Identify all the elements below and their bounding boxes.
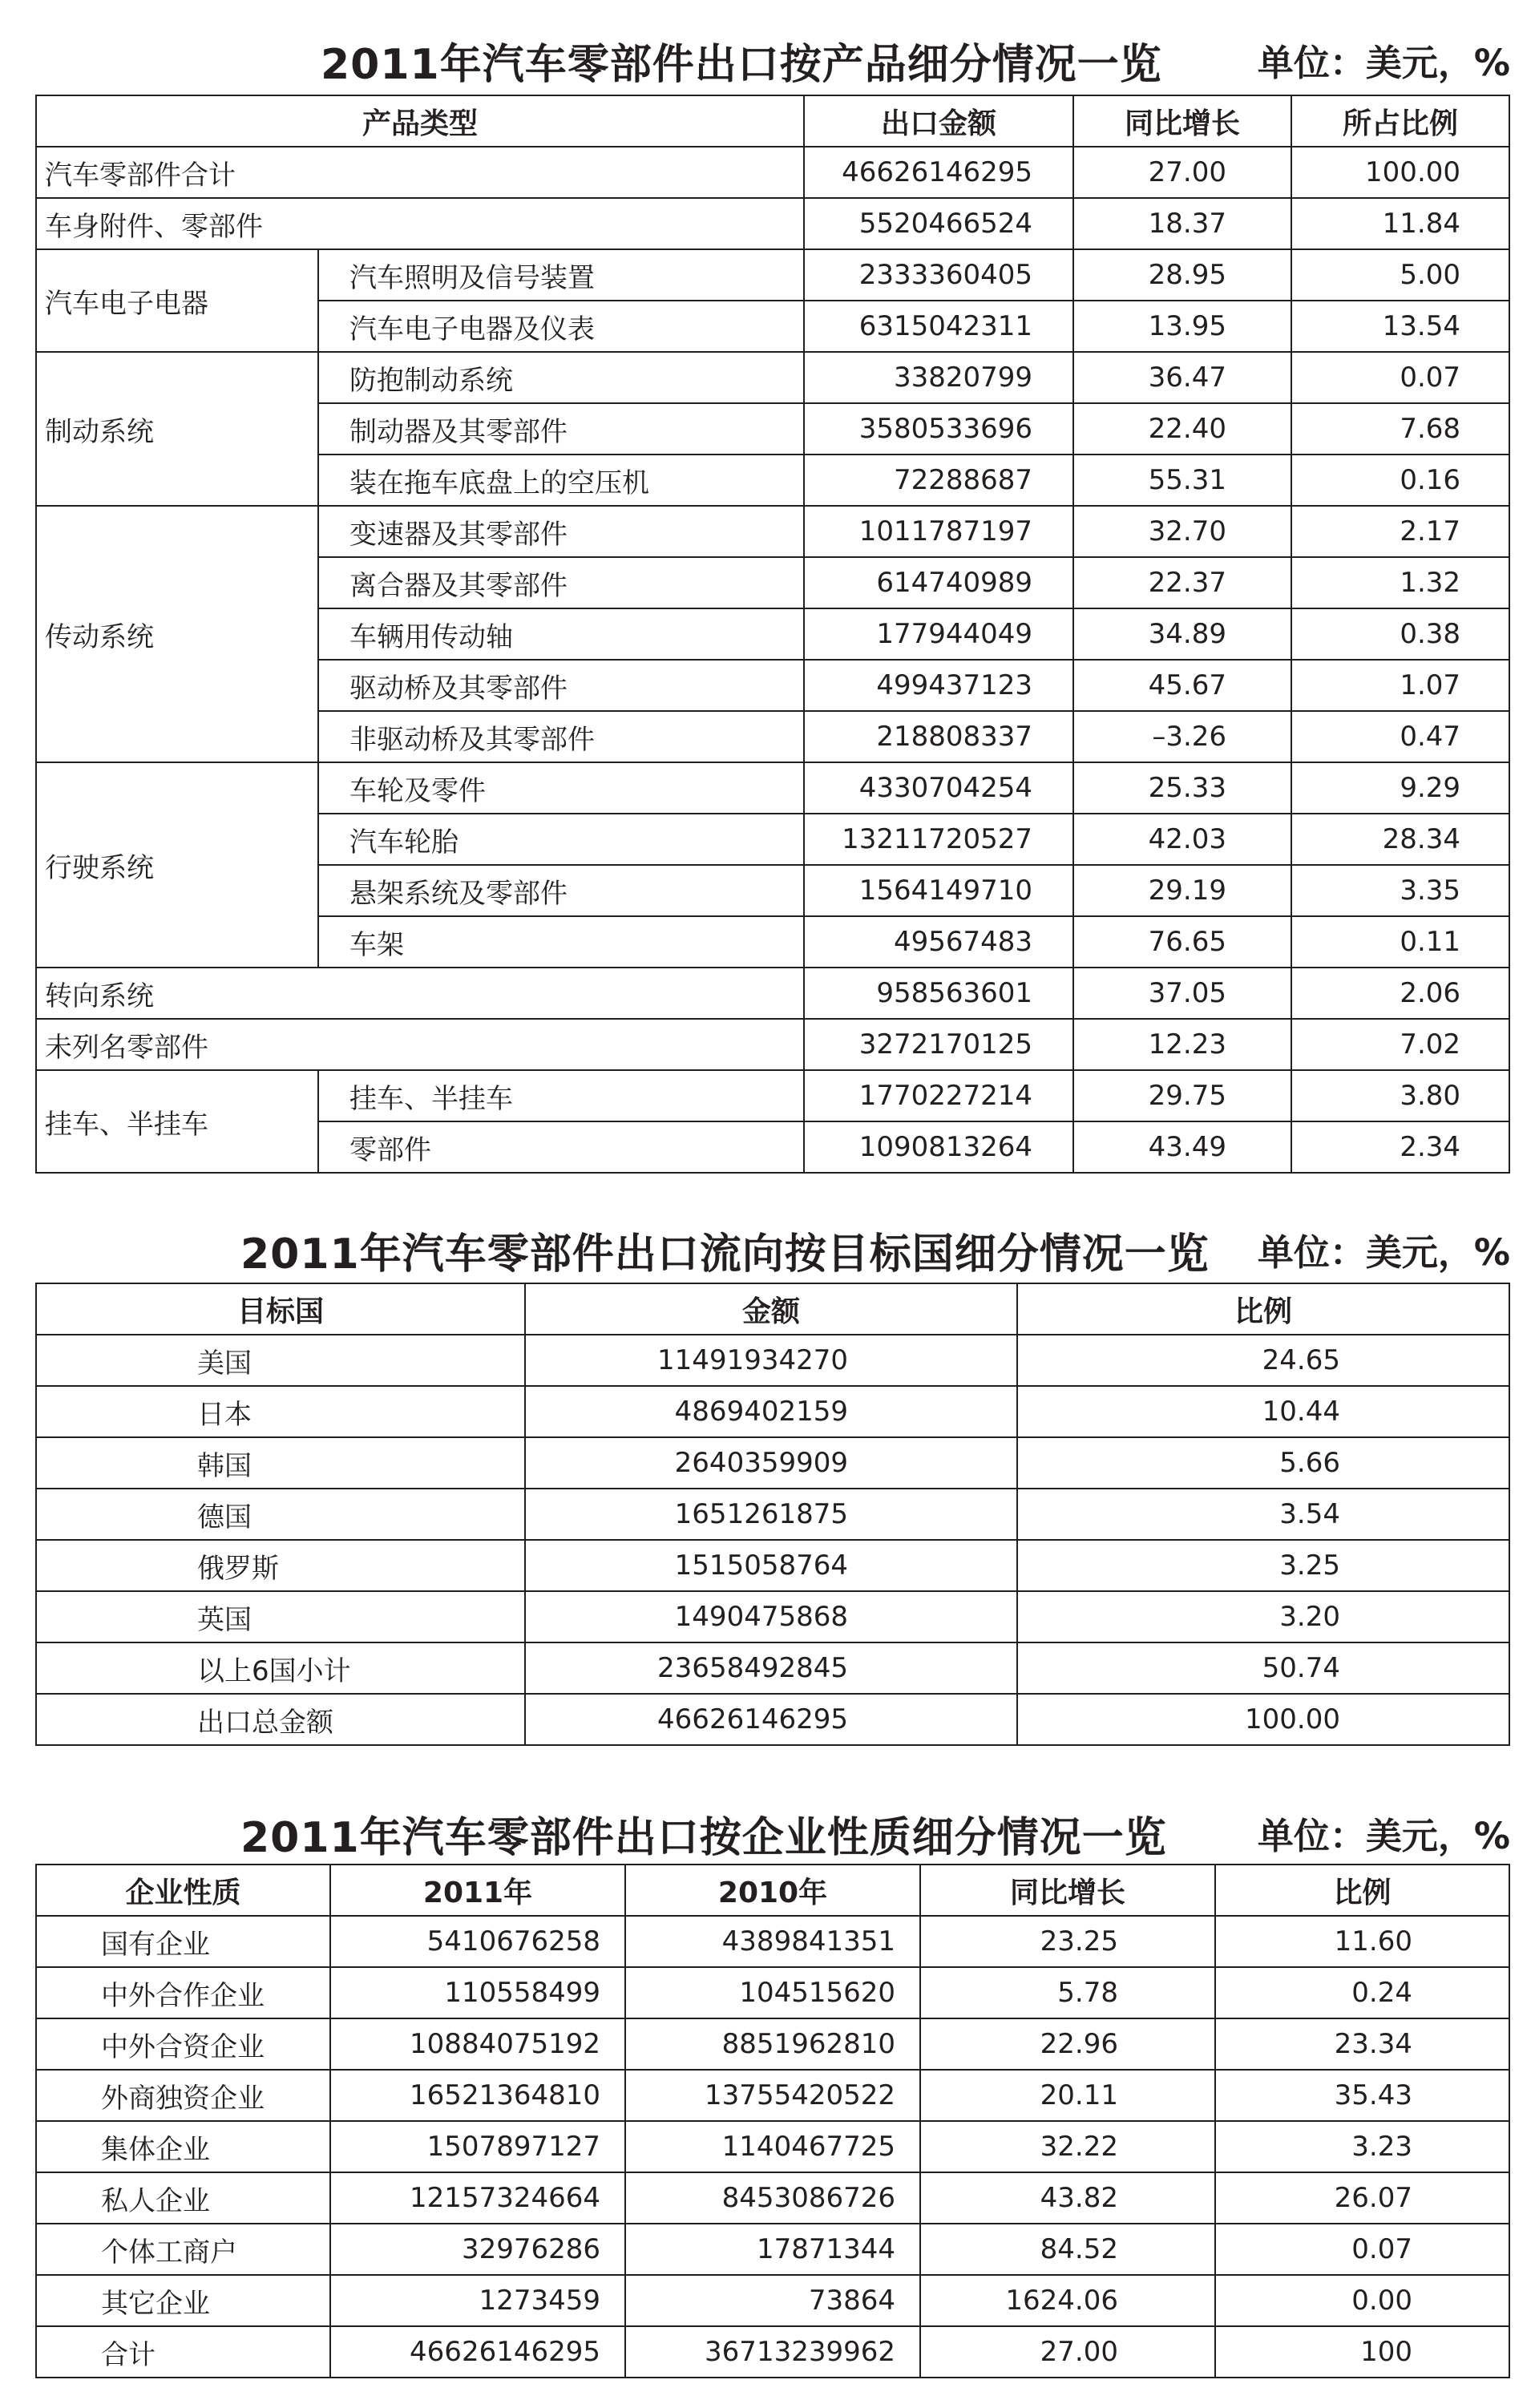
share-cell: 100 [1215, 2326, 1509, 2378]
table-row [36, 1386, 1509, 1437]
share-cell: 3.35 [1291, 865, 1509, 916]
growth-cell: 34.89 [1073, 608, 1291, 660]
share-cell: 11.60 [1215, 1916, 1509, 1967]
header-amount: 金额 [525, 1283, 1017, 1335]
value-2011-cell: 1507897127 [330, 2121, 625, 2172]
table-row [36, 968, 1509, 1019]
country-cell: 以上6国小计 [36, 1642, 525, 1694]
amount-cell: 4869402159 [525, 1386, 1017, 1437]
enterprise-type-cell: 中外合作企业 [36, 1967, 330, 2018]
enterprise-type-cell: 中外合资企业 [36, 2018, 330, 2070]
enterprise-type-cell: 私人企业 [36, 2172, 330, 2224]
value-2011-cell: 5410676258 [330, 1916, 625, 1967]
table-row [36, 2172, 1509, 2224]
share-cell: 11.84 [1291, 198, 1509, 249]
enterprise-type-cell: 其它企业 [36, 2275, 330, 2326]
amount-cell: 2333360405 [804, 249, 1073, 301]
value-2011-cell: 32976286 [330, 2224, 625, 2275]
table-row [36, 1642, 1509, 1694]
category-cell: 制动系统 [36, 352, 318, 506]
share-cell: 3.23 [1215, 2121, 1509, 2172]
table3-unit: 单位：美元，% [1257, 1815, 1510, 1857]
header-yoy-growth: 同比增长 [1073, 95, 1291, 147]
subcategory-cell: 非驱动桥及其零部件 [318, 711, 804, 762]
table-row [36, 249, 1509, 301]
category-cell: 转向系统 [36, 968, 804, 1019]
amount-cell: 177944049 [804, 608, 1073, 660]
table-row [36, 1335, 1509, 1386]
share-cell: 3.54 [1017, 1489, 1509, 1540]
amount-cell: 1770227214 [804, 1070, 1073, 1121]
share-cell: 1.07 [1291, 660, 1509, 711]
category-cell: 汽车电子电器 [36, 249, 318, 352]
growth-cell: 23.25 [920, 1916, 1215, 1967]
growth-cell: 45.67 [1073, 660, 1291, 711]
value-2010-cell: 8851962810 [625, 2018, 920, 2070]
table-row [36, 506, 1509, 557]
table-header-row [36, 1283, 1509, 1335]
subcategory-cell: 车辆用传动轴 [318, 608, 804, 660]
destination-country-table [35, 1283, 1510, 1746]
value-2011-cell: 10884075192 [330, 2018, 625, 2070]
enterprise-type-cell: 合计 [36, 2326, 330, 2378]
amount-cell: 4330704254 [804, 762, 1073, 814]
table-row [36, 1437, 1509, 1489]
growth-cell: 42.03 [1073, 814, 1291, 865]
table-row [36, 147, 1509, 198]
share-cell: 3.25 [1017, 1540, 1509, 1591]
value-2010-cell: 17871344 [625, 2224, 920, 2275]
subcategory-cell: 汽车电子电器及仪表 [318, 301, 804, 352]
amount-cell: 1090813264 [804, 1121, 1073, 1173]
share-cell: 3.20 [1017, 1591, 1509, 1642]
amount-cell: 33820799 [804, 352, 1073, 403]
table-row [36, 2326, 1509, 2378]
value-2010-cell: 1140467725 [625, 2121, 920, 2172]
category-cell: 未列名零部件 [36, 1019, 804, 1070]
subcategory-cell: 车架 [318, 916, 804, 968]
amount-cell: 614740989 [804, 557, 1073, 608]
subcategory-cell: 汽车照明及信号装置 [318, 249, 804, 301]
table-row [36, 762, 1509, 814]
share-cell: 0.07 [1215, 2224, 1509, 2275]
value-2010-cell: 8453086726 [625, 2172, 920, 2224]
share-cell: 26.07 [1215, 2172, 1509, 2224]
subcategory-cell: 挂车、半挂车 [318, 1070, 804, 1121]
table-row [36, 2224, 1509, 2275]
header-product-type: 产品类型 [36, 95, 804, 147]
share-cell: 0.11 [1291, 916, 1509, 968]
enterprise-type-cell: 外商独资企业 [36, 2070, 330, 2121]
table-row [36, 2018, 1509, 2070]
table-header-row [36, 1865, 1509, 1916]
table-row [36, 1070, 1509, 1121]
table-row [36, 198, 1509, 249]
value-2011-cell: 12157324664 [330, 2172, 625, 2224]
amount-cell: 499437123 [804, 660, 1073, 711]
growth-cell: 25.33 [1073, 762, 1291, 814]
enterprise-type-cell: 国有企业 [36, 1916, 330, 1967]
subcategory-cell: 零部件 [318, 1121, 804, 1173]
subcategory-cell: 车轮及零件 [318, 762, 804, 814]
share-cell: 100.00 [1017, 1694, 1509, 1745]
growth-cell: 18.37 [1073, 198, 1291, 249]
subcategory-cell: 装在拖车底盘上的空压机 [318, 455, 804, 506]
table-row [36, 1694, 1509, 1745]
header-enterprise-type: 企业性质 [36, 1865, 330, 1916]
table-row [36, 1019, 1509, 1070]
share-cell: 23.34 [1215, 2018, 1509, 2070]
header-yoy-growth: 同比增长 [920, 1865, 1215, 1916]
growth-cell: 36.47 [1073, 352, 1291, 403]
header-share: 比例 [1017, 1283, 1509, 1335]
header-2010: 2010年 [625, 1865, 920, 1916]
subcategory-cell: 制动器及其零部件 [318, 403, 804, 455]
growth-cell: 84.52 [920, 2224, 1215, 2275]
header-share: 所占比例 [1291, 95, 1509, 147]
value-2011-cell: 1273459 [330, 2275, 625, 2326]
enterprise-type-table [35, 1864, 1510, 2378]
share-cell: 0.38 [1291, 608, 1509, 660]
growth-cell: –3.26 [1073, 711, 1291, 762]
amount-cell: 46626146295 [804, 147, 1073, 198]
share-cell: 100.00 [1291, 147, 1509, 198]
enterprise-type-cell: 集体企业 [36, 2121, 330, 2172]
amount-cell: 49567483 [804, 916, 1073, 968]
category-cell: 挂车、半挂车 [36, 1070, 318, 1173]
amount-cell: 3580533696 [804, 403, 1073, 455]
growth-cell: 22.96 [920, 2018, 1215, 2070]
table1-title: 2011年汽车零部件出口按产品细分情况一览 [321, 41, 1162, 89]
header-2011: 2011年 [330, 1865, 625, 1916]
country-cell: 美国 [36, 1335, 525, 1386]
enterprise-type-cell: 个体工商户 [36, 2224, 330, 2275]
amount-cell: 13211720527 [804, 814, 1073, 865]
amount-cell: 1490475868 [525, 1591, 1017, 1642]
table-row [36, 2070, 1509, 2121]
amount-cell: 1515058764 [525, 1540, 1017, 1591]
subcategory-cell: 驱动桥及其零部件 [318, 660, 804, 711]
subcategory-cell: 变速器及其零部件 [318, 506, 804, 557]
growth-cell: 13.95 [1073, 301, 1291, 352]
share-cell: 3.80 [1291, 1070, 1509, 1121]
share-cell: 10.44 [1017, 1386, 1509, 1437]
share-cell: 28.34 [1291, 814, 1509, 865]
category-cell: 车身附件、零部件 [36, 198, 804, 249]
growth-cell: 5.78 [920, 1967, 1215, 2018]
amount-cell: 1011787197 [804, 506, 1073, 557]
share-cell: 9.29 [1291, 762, 1509, 814]
country-cell: 英国 [36, 1591, 525, 1642]
category-cell: 传动系统 [36, 506, 318, 762]
share-cell: 13.54 [1291, 301, 1509, 352]
country-cell: 出口总金额 [36, 1694, 525, 1745]
value-2010-cell: 104515620 [625, 1967, 920, 2018]
header-share: 比例 [1215, 1865, 1509, 1916]
share-cell: 2.17 [1291, 506, 1509, 557]
amount-cell: 1564149710 [804, 865, 1073, 916]
growth-cell: 27.00 [920, 2326, 1215, 2378]
growth-cell: 29.75 [1073, 1070, 1291, 1121]
growth-cell: 76.65 [1073, 916, 1291, 968]
header-country: 目标国 [36, 1283, 525, 1335]
share-cell: 50.74 [1017, 1642, 1509, 1694]
amount-cell: 958563601 [804, 968, 1073, 1019]
share-cell: 7.68 [1291, 403, 1509, 455]
category-cell: 行驶系统 [36, 762, 318, 968]
share-cell: 2.06 [1291, 968, 1509, 1019]
amount-cell: 3272170125 [804, 1019, 1073, 1070]
amount-cell: 72288687 [804, 455, 1073, 506]
value-2011-cell: 16521364810 [330, 2070, 625, 2121]
amount-cell: 11491934270 [525, 1335, 1017, 1386]
share-cell: 35.43 [1215, 2070, 1509, 2121]
growth-cell: 1624.06 [920, 2275, 1215, 2326]
growth-cell: 22.40 [1073, 403, 1291, 455]
amount-cell: 5520466524 [804, 198, 1073, 249]
share-cell: 0.47 [1291, 711, 1509, 762]
growth-cell: 32.22 [920, 2121, 1215, 2172]
country-cell: 俄罗斯 [36, 1540, 525, 1591]
country-cell: 日本 [36, 1386, 525, 1437]
share-cell: 5.66 [1017, 1437, 1509, 1489]
table-row [36, 2275, 1509, 2326]
growth-cell: 27.00 [1073, 147, 1291, 198]
subcategory-cell: 悬架系统及零部件 [318, 865, 804, 916]
table-row [36, 1916, 1509, 1967]
growth-cell: 43.49 [1073, 1121, 1291, 1173]
value-2010-cell: 73864 [625, 2275, 920, 2326]
product-export-table [35, 95, 1510, 1174]
growth-cell: 55.31 [1073, 455, 1291, 506]
growth-cell: 29.19 [1073, 865, 1291, 916]
share-cell: 7.02 [1291, 1019, 1509, 1070]
value-2010-cell: 36713239962 [625, 2326, 920, 2378]
table-row [36, 1489, 1509, 1540]
value-2011-cell: 110558499 [330, 1967, 625, 2018]
amount-cell: 46626146295 [525, 1694, 1017, 1745]
subcategory-cell: 汽车轮胎 [318, 814, 804, 865]
table2-unit: 单位：美元，% [1257, 1231, 1510, 1274]
table-row [36, 1967, 1509, 2018]
share-cell: 0.24 [1215, 1967, 1509, 2018]
table-row [36, 352, 1509, 403]
subcategory-cell: 离合器及其零部件 [318, 557, 804, 608]
amount-cell: 2640359909 [525, 1437, 1017, 1489]
table-row [36, 1591, 1509, 1642]
table-header-row [36, 95, 1509, 147]
amount-cell: 23658492845 [525, 1642, 1017, 1694]
share-cell: 5.00 [1291, 249, 1509, 301]
share-cell: 0.07 [1291, 352, 1509, 403]
table2-title: 2011年汽车零部件出口流向按目标国细分情况一览 [240, 1230, 1210, 1279]
country-cell: 韩国 [36, 1437, 525, 1489]
growth-cell: 12.23 [1073, 1019, 1291, 1070]
share-cell: 24.65 [1017, 1335, 1509, 1386]
value-2010-cell: 4389841351 [625, 1916, 920, 1967]
growth-cell: 32.70 [1073, 506, 1291, 557]
growth-cell: 37.05 [1073, 968, 1291, 1019]
growth-cell: 43.82 [920, 2172, 1215, 2224]
amount-cell: 218808337 [804, 711, 1073, 762]
table-row [36, 1540, 1509, 1591]
header-export-amount: 出口金额 [804, 95, 1073, 147]
category-cell: 汽车零部件合计 [36, 147, 804, 198]
table-row [36, 2121, 1509, 2172]
table1-unit: 单位：美元，% [1257, 42, 1510, 84]
value-2011-cell: 46626146295 [330, 2326, 625, 2378]
subcategory-cell: 防抱制动系统 [318, 352, 804, 403]
amount-cell: 1651261875 [525, 1489, 1017, 1540]
amount-cell: 6315042311 [804, 301, 1073, 352]
share-cell: 2.34 [1291, 1121, 1509, 1173]
growth-cell: 22.37 [1073, 557, 1291, 608]
share-cell: 1.32 [1291, 557, 1509, 608]
share-cell: 0.16 [1291, 455, 1509, 506]
country-cell: 德国 [36, 1489, 525, 1540]
growth-cell: 28.95 [1073, 249, 1291, 301]
growth-cell: 20.11 [920, 2070, 1215, 2121]
value-2010-cell: 13755420522 [625, 2070, 920, 2121]
table3-title: 2011年汽车零部件出口按企业性质细分情况一览 [240, 1814, 1167, 1862]
share-cell: 0.00 [1215, 2275, 1509, 2326]
